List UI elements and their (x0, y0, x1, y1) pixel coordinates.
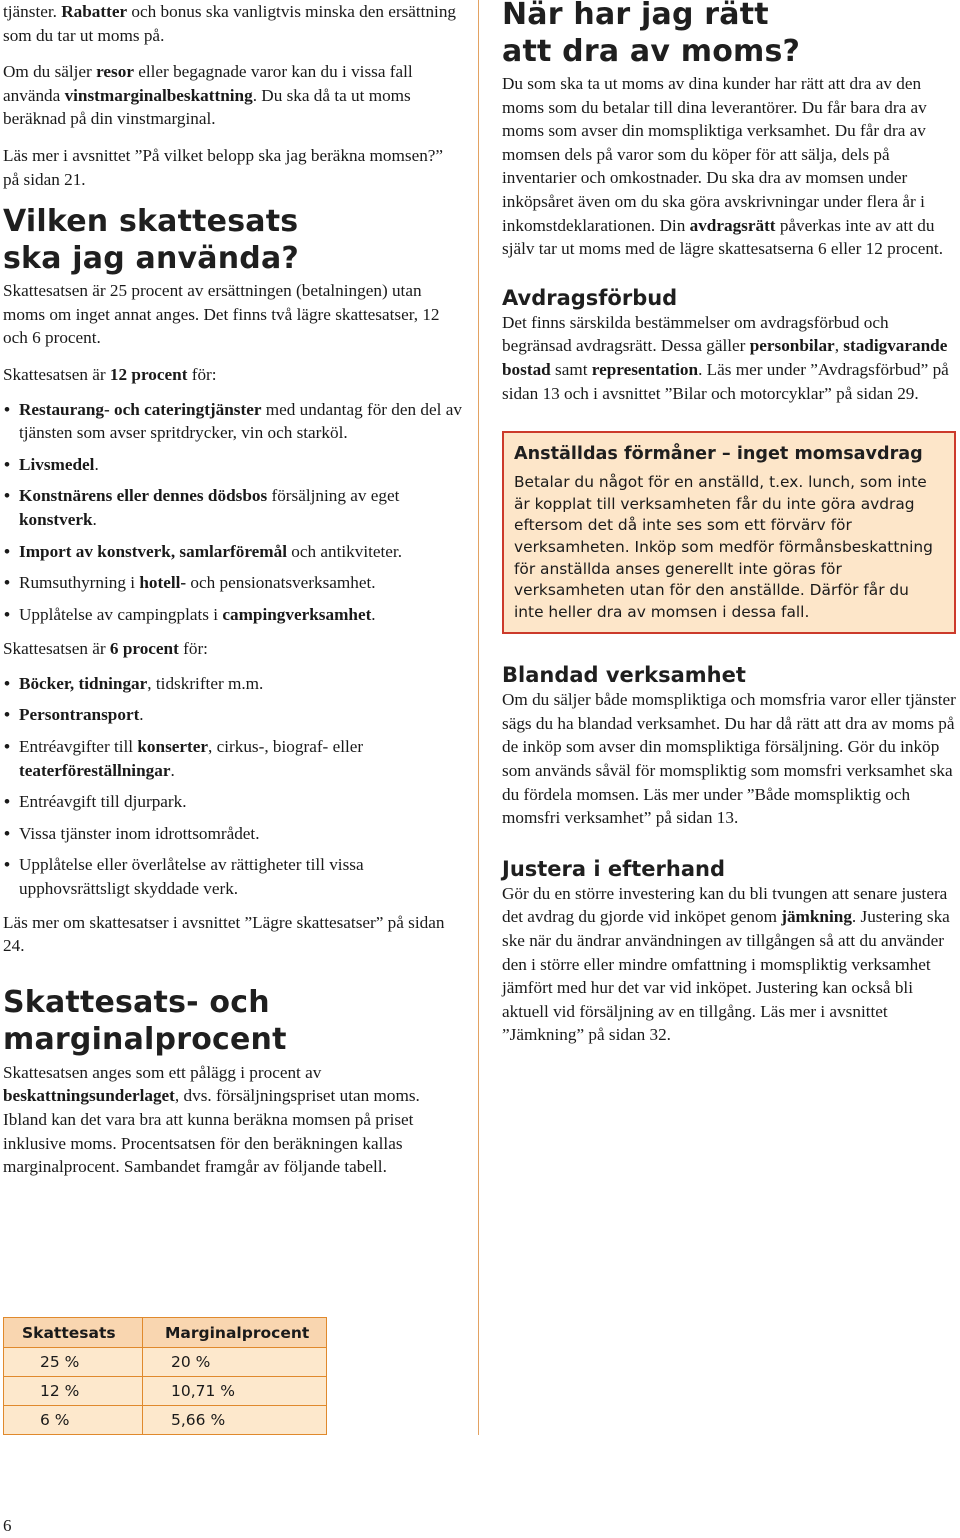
table-row (4, 1406, 327, 1435)
info-box-anstalldas-formaner (502, 431, 956, 634)
heading-line: att dra av moms? (502, 34, 801, 69)
table-row (4, 1377, 327, 1406)
list-item: • Entréavgift till djurpark. (3, 790, 463, 814)
list-item: • Import av konstverk, samlarföremål och antikviteter. (3, 540, 463, 564)
list-item: • Upplåtelse av campingplats i campingverksamhet. (3, 603, 463, 627)
list-item: • Böcker, tidningar, tidskrifter m.m. (3, 672, 463, 696)
heading-line: marginalprocent (3, 1021, 287, 1057)
heading-vilken-skattesats (3, 203, 463, 277)
heading-justera-i-efterhand: Justera i efterhand (502, 856, 726, 881)
heading-marginalprocent (3, 984, 463, 1058)
heading-line: När har jag rätt (502, 0, 769, 32)
list-item: • Entréavgifter till konserter, cirkus-, biograf- eller teaterföreställningar. (3, 735, 463, 782)
paragraph-avdragsratt: Du som ska ta ut moms av dina kunder har rätt att dra av den moms som du betalar till dina leverantörer. Du får bara dra av moms som avser din momspliktiga verksamhet. Du får dra av momsen dels på varor som du köper för att sälja, dels på inventarier och omkostnader. Du ska dra av momsen under inköpsåret även om du ska göra avskrivningar under flera år i inkomstdeklarationen. Din avdragsrätt påverkas inte av att du själv tar ut moms med de lägre skattesatserna 6 eller 12 procent. (502, 74, 944, 259)
emphasis: representation (591, 359, 699, 379)
left-column (3, 0, 463, 1179)
paragraph-skattesats-25: Skattesatsen är 25 procent av ersättningen (betalningen) utan moms om inget annat anges. Det finns två lägre skattesatser, 12 och 6 procent. (3, 281, 440, 348)
paragraph-las-mer-belopp: Läs mer i avsnittet ”På vilket belopp ska jag beräkna momsen?” på sidan 21. (3, 145, 444, 189)
list-item: • Restaurang- och cateringtjänster med undantag för den del av tjänsten som avser spritdrycker, vin och starköl. (3, 398, 463, 445)
marginalprocent-table (3, 1317, 327, 1435)
table-cell: 20 % (143, 1348, 327, 1377)
list-item: • Persontransport. (3, 703, 463, 727)
emphasis: konserter (137, 737, 208, 757)
column-divider (478, 0, 479, 1435)
emphasis: avdragsrätt (689, 215, 776, 235)
info-box-title: Anställdas förmåner – inget momsavdrag (514, 444, 923, 465)
emphasis: resor (96, 62, 134, 82)
table-header-skattesats: Skattesats (4, 1318, 143, 1348)
emphasis: jämkning (781, 907, 852, 927)
list-item: • Upplåtelse eller överlåtelse av rättigheter till vissa upphovsrättsligt skyddade verk. (3, 853, 463, 900)
emphasis: konstverk (19, 509, 93, 529)
paragraph-avdragsforbud: Det finns särskilda bestämmelser om avdragsförbud och begränsad avdragsrätt. Dessa gäller personbilar, stadigvarande bostad samt representation. Läs mer under ”Avdragsförbud” på sidan 13 och i avsnittet ”Bilar och motorcyklar” på sidan 29. (502, 312, 949, 403)
list-item: • Livsmedel. (3, 453, 463, 477)
info-box-text: Betalar du något för en anställd, t.ex. lunch, som inte är kopplat till verksamheten får du inte göra avdrag eftersom det då inte ses som ett förvärv för verksamheten. Inköp som medför förmånsbeskattning för anställda anses generellt inte göras för verksamheten utan för den anställde. Därför får du inte heller dra av momsen i dessa fall. (514, 473, 933, 621)
table-header-marginalprocent: Marginalprocent (143, 1318, 327, 1348)
emphasis: Livsmedel (19, 454, 95, 474)
emphasis: vinstmarginalbeskattning (64, 85, 253, 105)
emphasis: hotell- (139, 573, 187, 593)
list-item: • Rumsuthyrning i hotell- och pensionatsverksamhet. (3, 571, 463, 595)
paragraph-marginalprocent: Skattesatsen anges som ett pålägg i procent av beskattningsunderlaget, dvs. försäljningspriset utan moms. Ibland kan det vara bra att kunna beräkna momsen på priset inklusive moms. Procentsatsen för den beräkningen kallas marginalprocent. Sambandet framgår av följande tabell. (3, 1062, 420, 1177)
table-cell: 12 % (4, 1377, 143, 1406)
emphasis: Import av konstverk, samlarföremål (19, 541, 287, 561)
table-cell: 5,66 % (143, 1406, 327, 1435)
right-column (502, 0, 956, 1047)
heading-line: Vilken skattesats (3, 204, 299, 240)
table-cell: 10,71 % (143, 1377, 327, 1406)
list-item: • Vissa tjänster inom idrottsområdet. (3, 822, 463, 846)
emphasis: stadigvarande bostad (502, 336, 948, 379)
emphasis: Böcker, tidningar (19, 673, 148, 693)
table-row (4, 1348, 327, 1377)
table-cell: 6 % (4, 1406, 143, 1435)
emphasis: 12 procent (109, 364, 188, 384)
emphasis: teaterföreställningar (19, 760, 171, 780)
page-number: 6 (3, 1516, 12, 1535)
paragraph-justera: Gör du en större investering kan du bli tvungen att senare justera det avdrag du gjorde vid inköpet genom jämkning. Justering ska ske när du ändrar användningen av tillgången så att du använder den i större eller mindre omfattning i momspliktig verksamhet jämfört med hur det var vid inköpet. Justering kan också bli aktuell vid försäljning av en tillgång. Läs mer i avsnittet ”Jämkning” på sidan 32. (502, 883, 950, 1045)
emphasis: Persontransport (19, 705, 140, 725)
paragraph-las-mer-skattesatser: Läs mer om skattesatser i avsnittet ”Lägre skattesatser” på sidan 24. (3, 912, 445, 956)
emphasis: Restaurang- och cateringtjänster (19, 399, 262, 419)
emphasis: Rabatter (61, 2, 128, 21)
heading-blandad-verksamhet: Blandad verksamhet (502, 663, 746, 688)
heading-line: Skattesats- och (3, 984, 270, 1020)
emphasis: 6 procent (109, 639, 179, 659)
heading-avdragsforbud: Avdragsförbud (502, 285, 678, 310)
list-12-procent (3, 398, 463, 627)
paragraph-blandad-verksamhet: Om du säljer både momspliktiga och momsfria varor eller tjänster sägs du ha blandad verksamhet. Du har då rätt att dra av moms på de inköp som avser din momspliktiga försäljning. Gör du inköp som används såväl för momspliktig som momsfri verksamhet ska du fördela momsen. Läs mer under ”Både momspliktig och momsfri verksamhet” på sidan 13. (502, 690, 956, 828)
paragraph-skattesats-12-intro: Skattesatsen är 12 procent för: (3, 364, 217, 384)
emphasis: campingverksamhet (222, 604, 372, 624)
emphasis: beskattningsunderlaget (3, 1086, 175, 1106)
heading-nar-har-jag-ratt (502, 0, 956, 70)
paragraph-resor: Om du säljer resor eller begagnade varor kan du i vissa fall använda vinstmarginalbeskattning. Du ska då ta ut moms beräknad på din vinstmarginal. (3, 62, 413, 129)
paragraph-skattesats-6-intro: Skattesatsen är 6 procent för: (3, 639, 208, 659)
list-item: • Konstnärens eller dennes dödsbos försäljning av eget konstverk. (3, 484, 463, 531)
list-6-procent (3, 672, 463, 901)
emphasis: Konstnärens eller dennes dödsbos (19, 486, 268, 506)
paragraph-rabatter: tjänster. Rabatter och bonus ska vanligtvis minska den ersättning som du tar ut moms på. (3, 2, 457, 45)
table-cell: 25 % (4, 1348, 143, 1377)
emphasis: personbilar (749, 336, 835, 356)
table-header-row (4, 1318, 327, 1348)
heading-line: ska jag använda? (3, 241, 300, 277)
